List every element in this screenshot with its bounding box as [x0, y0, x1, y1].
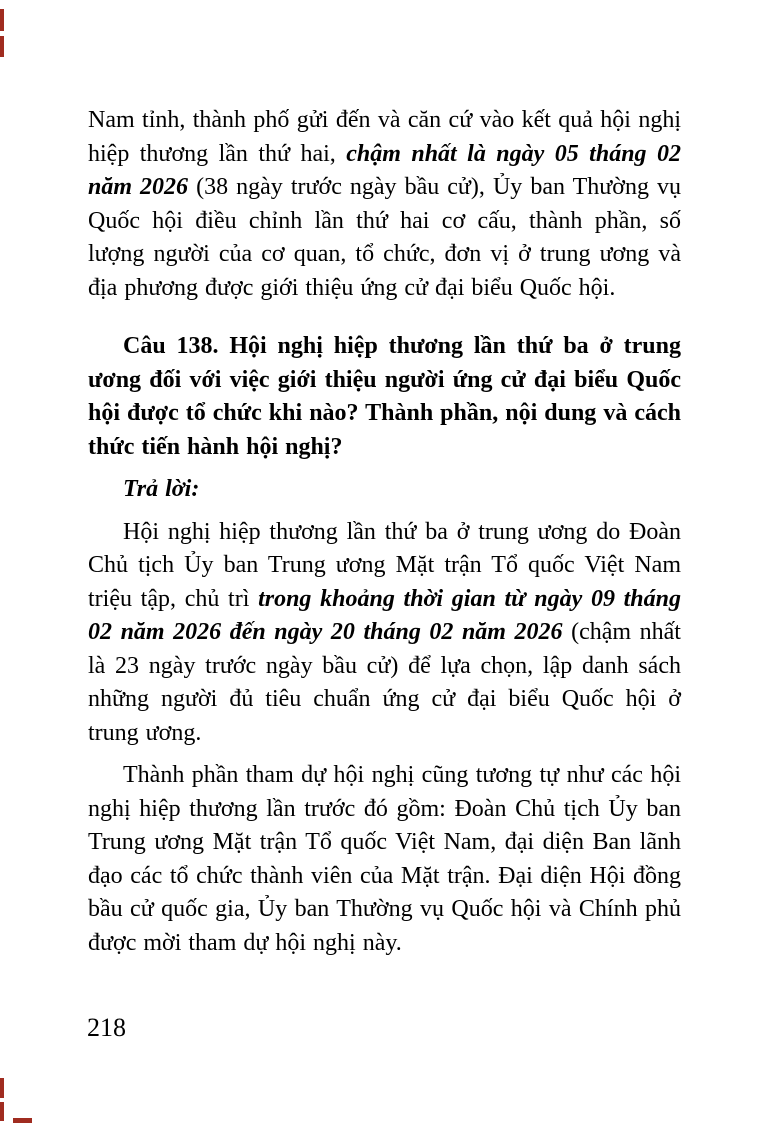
text-run: trong khoảng thời gian từ ngày 09 tháng 02 năm 2026 đến ngày 20 tháng 02 năm 2026	[88, 585, 681, 645]
question-heading	[88, 330, 681, 464]
scan-artifact-mark	[13, 1118, 32, 1123]
text-run: (chậm nhất là 23 ngày trước ngày bầu cử) để lựa chọn, lập danh sách những người đủ tiêu chuẩn ứng cử đại biểu Quốc hội ở trung ương.	[88, 619, 681, 746]
scan-artifact-mark	[0, 9, 4, 31]
para-answer-2	[88, 759, 681, 960]
para-answer-1	[88, 516, 681, 751]
text-run: Câu 138. Hội nghị hiệp thương lần thứ ba ở trung ương đối với việc giới thiệu người ứng cử đại biểu Quốc hội được tổ chức khi nào? Thành phần, nội dung và cách thức tiến hành hội nghị?	[88, 333, 681, 460]
text-run: Hội nghị hiệp thương lần thứ ba ở trung ương do Đoàn Chủ tịch Ủy ban Trung ương Mặt trận Tổ quốc Việt Nam triệu tập, chủ trì	[88, 518, 681, 612]
scan-artifact-mark	[0, 1078, 4, 1098]
text-run: Thành phần tham dự hội nghị cũng tương tự như các hội nghị hiệp thương lần trước đó gồm: Đoàn Chủ tịch Ủy ban Trung ương Mặt trận Tổ quốc Việt Nam, đại diện Ban lãnh đạo các tổ chức thành viên của Mặt trận. Đại diện Hội đồng bầu cử quốc gia, Ủy ban Thường vụ Quốc hội và Chính phủ được mời tham dự hội nghị này.	[88, 762, 681, 956]
text-run: (38 ngày trước ngày bầu cử), Ủy ban Thường vụ Quốc hội điều chỉnh lần thứ hai cơ cấu, thành phần, số lượng người của cơ quan, tổ chức, đơn vị ở trung ương và địa phương được giới thiệu ứng cử đại biểu Quốc hội.	[88, 174, 681, 301]
text-run: Nam tỉnh, thành phố gửi đến và căn cứ vào kết quả hội nghị hiệp thương lần thứ hai,	[88, 107, 681, 167]
page-number: 218	[87, 1013, 126, 1042]
scan-artifact-mark	[0, 1102, 4, 1121]
para-continuation	[88, 104, 681, 305]
scan-artifact-mark	[0, 36, 4, 57]
answer-label	[88, 473, 681, 507]
text-run: Trả lời:	[123, 476, 200, 502]
text-run: chậm nhất là ngày 05 tháng 02 năm 2026	[88, 140, 681, 200]
page-content	[88, 104, 681, 960]
